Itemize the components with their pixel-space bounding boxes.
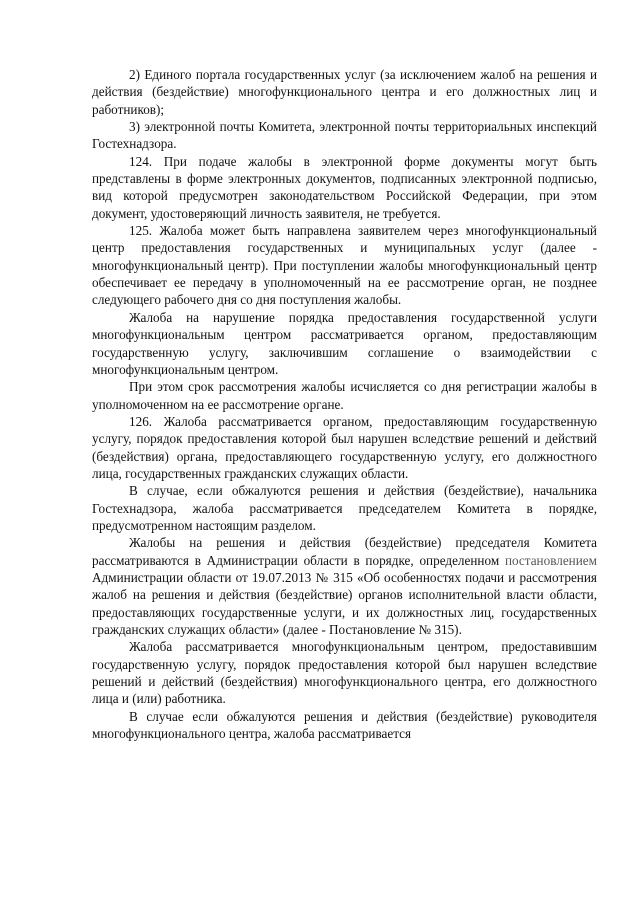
paragraph-mfc-complaint: Жалоба на нарушение порядка предоставления государственной услуги многофункциональным центром рассматривается органом, предоставляющим государственную услугу, заключившим соглашение о взаимодействии с многофункциональным центром. — [92, 309, 597, 377]
paragraph-mfc-head-complaint: В случае если обжалуются решения и действия (бездействие) руководителя многофункционального центра, жалоба рассматривается — [92, 708, 597, 742]
resolution-link[interactable]: постановлением — [504, 552, 597, 568]
paragraph-epgu-item: 2) Единого портала государственных услуг (за исключением жалоб на решения и действия (бездействие) многофункционального центра и его должностных лиц и работников); — [92, 67, 597, 117]
paragraph-125: 125. Жалоба может быть направлена заявителем через многофункциональный центр предоставления государственных и муниципальных услуг (далее - многофункциональный центр). При поступлении жалобы многофункциональный центр обеспечивает ее передачу в уполномоченный на ее рассмотрение орган, не позднее следующего рабочего дня со дня поступления жалобы. — [92, 223, 597, 308]
paragraph-chairman-complaint — [92, 534, 597, 638]
paragraph-head-complaint: В случае, если обжалуются решения и действия (бездействие), начальника Гостехнадзора, жалоба рассматривается председателем Комитета в порядке, предусмотренном настоящим разделом. — [92, 483, 597, 533]
paragraph-text-before-link: Жалобы на решения и действия (бездействие) председателя Комитета рассматриваются в Администрации области в порядке, определенном — [92, 535, 597, 568]
paragraph-review-term: При этом срок рассмотрения жалобы исчисляется со дня регистрации жалобы в уполномоченном на ее рассмотрение органе. — [92, 379, 597, 412]
paragraph-mfc-review: Жалоба рассматривается многофункциональным центром, предоставившим государственную услугу, порядок предоставления которой был нарушен вследствие решений и действий (бездействия) многофункционального центра, его должностного лица и (или) работника. — [92, 639, 597, 707]
paragraph-text-after-link: Администрации области от 19.07.2013 № 315 «Об особенностях подачи и рассмотрения жалоб на решения и действия (бездействие) органов исполнительной власти области, предоставляющих государственные услуги, и их должностных лиц, государственных гражданских служащих области» (далее - Постановление № 315). — [92, 569, 597, 637]
paragraph-124: 124. При подаче жалобы в электронной форме документы могут быть представлены в форме электронных документов, подписанных электронной подписью, вид которой предусмотрен законодательством Российской Федерации, при этом документ, удостоверяющий личность заявителя, не требуется. — [92, 153, 597, 221]
paragraph-email-item: 3) электронной почты Комитета, электронной почты территориальных инспекций Гостехнадзора. — [92, 119, 597, 152]
document-page — [92, 66, 597, 742]
paragraph-126: 126. Жалоба рассматривается органом, предоставляющим государственную услугу, порядок предоставления которой был нарушен вследствие решений и действий (бездействия) органа, предоставляющего государственную услугу, его должностного лица, государственных гражданских служащих области. — [92, 413, 597, 481]
